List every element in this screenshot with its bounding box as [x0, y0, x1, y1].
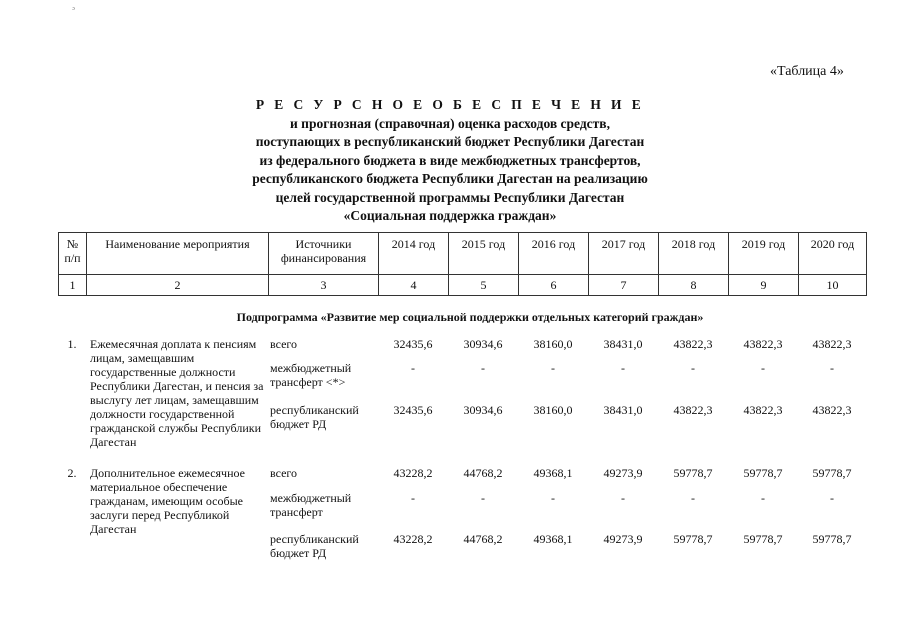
value-cell: 43822,3 — [673, 337, 713, 351]
column-number: 2 — [87, 275, 269, 296]
title-line: «Социальная поддержка граждан» — [343, 208, 557, 223]
title-line: Р Е С У Р С Н О Е О Б Е С П Е Ч Е Н И Е — [255, 97, 645, 112]
value-cell: 38431,0 — [603, 337, 643, 351]
value-cell: - — [691, 361, 695, 375]
value-cell: - — [551, 361, 555, 375]
value-cell: 30934,6 — [463, 403, 503, 417]
measure-name: Дополнительное ежемесячное материальное обеспечение гражданам, имеющим особые заслуги перед Республикой Дагестан — [90, 466, 245, 536]
value-cell: 59778,7 — [812, 466, 852, 480]
value-cell: - — [691, 491, 695, 505]
value-cell: 49368,1 — [533, 532, 573, 546]
source-label: республиканский бюджет РД — [270, 532, 359, 560]
column-number: 9 — [729, 275, 799, 296]
column-number: 6 — [519, 275, 589, 296]
column-number: 4 — [379, 275, 449, 296]
value-cell: 49368,1 — [533, 466, 573, 480]
header-year: 2019 год — [729, 233, 799, 275]
value-cell: - — [621, 361, 625, 375]
value-cell: 44768,2 — [463, 466, 503, 480]
value-cell: 49273,9 — [603, 466, 643, 480]
header-year: 2020 год — [799, 233, 867, 275]
value-cell: 43228,2 — [393, 466, 433, 480]
value-cell: 43822,3 — [812, 337, 852, 351]
value-cell: - — [621, 491, 625, 505]
row-number: 1. — [67, 337, 77, 351]
value-cell: - — [411, 361, 415, 375]
value-cell: 49273,9 — [603, 532, 643, 546]
value-cell: 43822,3 — [812, 403, 852, 417]
value-cell: - — [411, 491, 415, 505]
value-cell: 38160,0 — [533, 337, 573, 351]
column-number: 10 — [799, 275, 867, 296]
value-cell: - — [481, 491, 485, 505]
value-cell: 43822,3 — [673, 403, 713, 417]
header-num: № п/п — [59, 233, 87, 275]
value-cell: 59778,7 — [743, 466, 783, 480]
column-number: 7 — [589, 275, 659, 296]
value-cell: - — [830, 491, 834, 505]
column-number: 1 — [59, 275, 87, 296]
value-cell: - — [761, 491, 765, 505]
value-cell: - — [830, 361, 834, 375]
value-cell: 38431,0 — [603, 403, 643, 417]
source-label: межбюджетный трансферт <*> — [270, 361, 352, 389]
subprogram-title: Подпрограмма «Развитие мер социальной поддержки отдельных категорий граждан» — [236, 310, 704, 324]
header-table — [58, 232, 867, 296]
value-cell: 32435,6 — [393, 403, 433, 417]
value-cell: - — [551, 491, 555, 505]
value-cell: - — [761, 361, 765, 375]
title-line: и прогнозная (справочная) оценка расходов средств, — [290, 115, 610, 131]
value-cell: 59778,7 — [673, 466, 713, 480]
source-label: всего — [270, 337, 298, 351]
value-cell: 59778,7 — [743, 532, 783, 546]
value-cell: 43228,2 — [393, 532, 433, 546]
header-year: 2016 год — [519, 233, 589, 275]
document-title — [150, 96, 750, 226]
value-cell: 30934,6 — [463, 337, 503, 351]
source-label: межбюджетный трансферт — [270, 491, 352, 519]
value-cell: 44768,2 — [463, 532, 503, 546]
column-number: 3 — [269, 275, 379, 296]
header-year: 2015 год — [449, 233, 519, 275]
header-row — [59, 233, 867, 275]
column-number: 5 — [449, 275, 519, 296]
title-line: целей государственной программы Республики Дагестан — [275, 189, 625, 205]
header-source: Источники финансирования — [269, 233, 379, 275]
title-line: из федерального бюджета в виде межбюджетных трансфертов, — [259, 152, 641, 168]
scan-mark: ᵓ — [72, 4, 75, 16]
title-line: поступающих в республиканский бюджет Республики Дагестан — [255, 134, 645, 149]
header-year: 2014 год — [379, 233, 449, 275]
column-number: 8 — [659, 275, 729, 296]
header-year: 2017 год — [589, 233, 659, 275]
table-label: «Таблица 4» — [770, 64, 844, 79]
source-label: всего — [270, 466, 298, 480]
value-cell: 38160,0 — [533, 403, 573, 417]
header-year: 2018 год — [659, 233, 729, 275]
value-cell: 32435,6 — [393, 337, 433, 351]
row-number: 2. — [67, 466, 77, 480]
header-name: Наименование мероприятия — [87, 233, 269, 275]
source-label: республиканский бюджет РД — [270, 403, 359, 431]
title-line: республиканского бюджета Республики Дагестан на реализацию — [252, 171, 648, 186]
value-cell: 43822,3 — [743, 403, 783, 417]
measure-name: Ежемесячная доплата к пенсиям лицам, замещавшим государственные должности Республики Дагестан, и пенсия за выслугу лет лицам, замещавшим должности государственной гражданской службы Республики Дагестан — [90, 337, 264, 449]
column-number-row — [59, 275, 867, 296]
value-cell: 59778,7 — [812, 532, 852, 546]
value-cell: 43822,3 — [743, 337, 783, 351]
value-cell: - — [481, 361, 485, 375]
value-cell: 59778,7 — [673, 532, 713, 546]
